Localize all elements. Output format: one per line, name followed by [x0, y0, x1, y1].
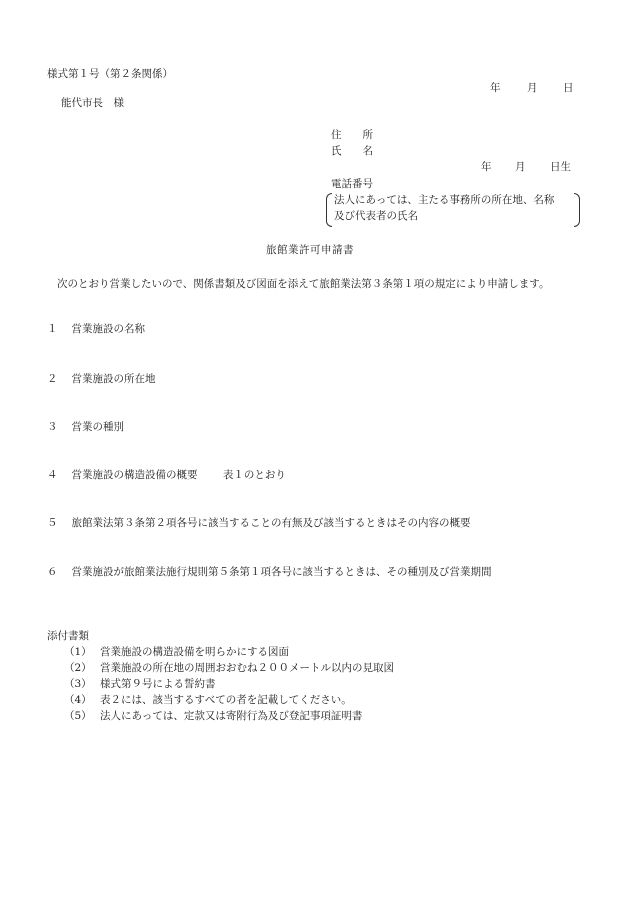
item-4: [47, 469, 286, 482]
item-number: ４: [47, 469, 58, 481]
item-5: [47, 517, 471, 530]
item-6: [47, 566, 492, 579]
attachments-heading: 添付書類: [47, 630, 89, 642]
attachment-text: 表２には、該当するすべての者を記載してください。: [100, 694, 352, 706]
attachment-number: （1）: [64, 646, 92, 658]
left-bracket: [326, 193, 332, 227]
item-3: [47, 421, 124, 434]
addressee: 能代市長 様: [61, 97, 124, 109]
item-text: 営業の種別: [71, 421, 124, 433]
item-note: 表１のとおり: [222, 469, 286, 481]
item-number: ５: [47, 517, 58, 529]
phone-label: 電話番号: [331, 178, 373, 190]
attachment-text: 営業施設の所在地の周囲おおむね２００メートル以内の見取図: [100, 662, 394, 674]
attachment-number: （5）: [64, 710, 92, 722]
intro-paragraph: [47, 276, 580, 292]
attachment-number: （2）: [64, 662, 92, 674]
name-label: 氏 名: [331, 145, 373, 157]
attachment-item: [64, 678, 216, 691]
attachment-text: 様式第９号による誓約書: [100, 678, 216, 690]
attachment-text: 法人にあっては、定款又は寄附行為及び登記事項証明書: [100, 710, 363, 722]
item-1: [47, 323, 145, 336]
page-title: 旅館業許可申請書: [266, 244, 354, 256]
item-text: 営業施設の構造設備の概要: [71, 469, 198, 481]
attachment-item: [64, 646, 289, 659]
attachment-text: 営業施設の構造設備を明らかにする図面: [100, 646, 289, 658]
item-number: ６: [47, 566, 58, 578]
date-year: 年: [490, 82, 501, 94]
item-text: 旅館業法第３条第２項各号に該当することの有無及び該当するときはその内容の概要: [71, 517, 471, 529]
corporate-note: [326, 193, 580, 229]
birth-day: 日生: [550, 161, 571, 173]
item-2: [47, 373, 156, 386]
item-number: ３: [47, 421, 58, 433]
item-text: 営業施設の所在地: [71, 373, 156, 385]
attachment-item: [64, 710, 362, 723]
address-label: 住 所: [331, 129, 373, 141]
date-day: 日: [563, 82, 574, 94]
attachment-item: [64, 694, 352, 707]
corporate-note-line1: 法人にあっては、主たる事務所の所在地、名称: [334, 194, 555, 206]
item-text: 営業施設の名称: [71, 323, 145, 335]
date-month: 月: [527, 82, 538, 94]
item-number: ２: [47, 373, 58, 385]
item-text: 営業施設が旅館業法施行規則第５条第１項各号に該当するときは、その種別及び営業期間: [71, 566, 492, 578]
corporate-note-line2: 及び代表者の氏名: [334, 210, 418, 222]
birth-month: 月: [515, 161, 526, 173]
attachment-number: （3）: [64, 678, 92, 690]
form-number-label: 様式第１号（第２条関係）: [47, 68, 173, 80]
right-bracket: [574, 193, 580, 227]
intro-text: 次のとおり営業したいので、関係書類及び図面を添えて旅館業法第３条第１項の規定により申請します。: [57, 278, 550, 290]
attachment-number: （4）: [64, 694, 92, 706]
item-number: １: [47, 323, 58, 335]
birth-year: 年: [481, 161, 492, 173]
attachment-item: [64, 662, 394, 675]
